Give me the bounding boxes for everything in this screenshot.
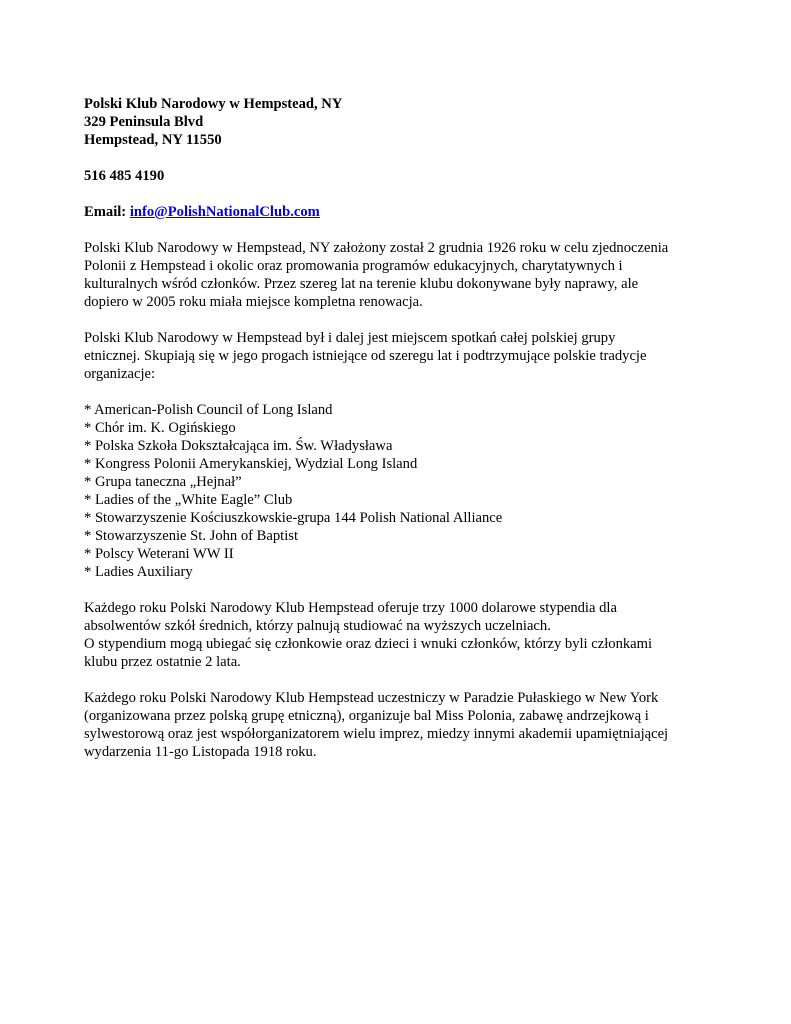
paragraph-line: organizacje: bbox=[84, 366, 156, 382]
paragraph-line: absolwentów szkół średnich, którzy palnują studiować na wyższych uczelniach. bbox=[84, 618, 551, 634]
paragraph-line: Każdego roku Polski Narodowy Klub Hempstead oferuje trzy 1000 dolarowe stypendia dla bbox=[84, 600, 617, 616]
street-address: 329 Peninsula Blvd bbox=[84, 114, 204, 130]
list-item: * Kongress Polonii Amerykanskiej, Wydzial Long Island bbox=[84, 456, 418, 472]
list-item: * Grupa taneczna „Hejnał” bbox=[84, 474, 242, 490]
paragraph-line: Polski Klub Narodowy w Hempstead, NY założony został 2 grudnia 1926 roku w celu zjednoczenia bbox=[84, 240, 669, 256]
organizations-list bbox=[84, 401, 724, 581]
paragraph-line: Polski Klub Narodowy w Hempstead był i dalej jest miejscem spotkań całej polskiej grupy bbox=[84, 330, 616, 346]
paragraph-line: kulturalnych wśród członków. Przez szereg lat na terenie klubu dokonywane były naprawy, ale bbox=[84, 276, 639, 292]
phone-number: 516 485 4190 bbox=[84, 168, 165, 184]
paragraph-line: Polonii z Hempstead i okolic oraz promowania programów edukacyjnych, charytatywnych i bbox=[84, 258, 623, 274]
paragraph-line: etnicznej. Skupiają się w jego progach istniejące od szeregu lat i podtrzymujące polskie tradycje bbox=[84, 348, 647, 364]
email-link[interactable]: info@PolishNationalClub.com bbox=[129, 204, 320, 220]
list-item: * Chór im. K. Ogińskiego bbox=[84, 420, 236, 436]
paragraph-line: dopiero w 2005 roku miała miejsce kompletna renowacja. bbox=[84, 294, 423, 310]
email-line bbox=[84, 203, 724, 221]
meeting-paragraph bbox=[84, 329, 724, 383]
club-name: Polski Klub Narodowy w Hempstead, NY bbox=[84, 96, 343, 112]
document-page bbox=[84, 95, 724, 761]
events-paragraph bbox=[84, 689, 724, 761]
paragraph-line: (organizowana przez polską grupę etniczną), organizuje bal Miss Polonia, zabawę andrzejkową i bbox=[84, 708, 649, 724]
list-item: * Polska Szkoła Dokształcająca im. Św. Władysława bbox=[84, 438, 393, 454]
list-item: * Ladies of the „White Eagle” Club bbox=[84, 492, 293, 508]
paragraph-line: sylwestorową oraz jest współorganizatorem wielu imprez, miedzy innymi akademii upamiętniającej bbox=[84, 726, 669, 742]
city-address: Hempstead, NY 11550 bbox=[84, 132, 222, 148]
paragraph-line: klubu przez ostatnie 2 lata. bbox=[84, 654, 241, 670]
intro-paragraph bbox=[84, 239, 724, 311]
list-item: * Stowarzyszenie Kościuszkowskie-grupa 144 Polish National Alliance bbox=[84, 510, 503, 526]
list-item: * Stowarzyszenie St. John of Baptist bbox=[84, 528, 299, 544]
paragraph-line: O stypendium mogą ubiegać się członkowie oraz dzieci i wnuki członków, którzy byli członkami bbox=[84, 636, 653, 652]
list-item: * Polscy Weterani WW II bbox=[84, 546, 234, 562]
list-item: * Ladies Auxiliary bbox=[84, 564, 193, 580]
email-label: Email: bbox=[84, 204, 127, 220]
list-item: * American-Polish Council of Long Island bbox=[84, 402, 333, 418]
scholarship-paragraph bbox=[84, 599, 724, 671]
paragraph-line: Każdego roku Polski Narodowy Klub Hempstead uczestniczy w Paradzie Pułaskiego w New York bbox=[84, 690, 659, 706]
paragraph-line: wydarzenia 11-go Listopada 1918 roku. bbox=[84, 744, 317, 760]
